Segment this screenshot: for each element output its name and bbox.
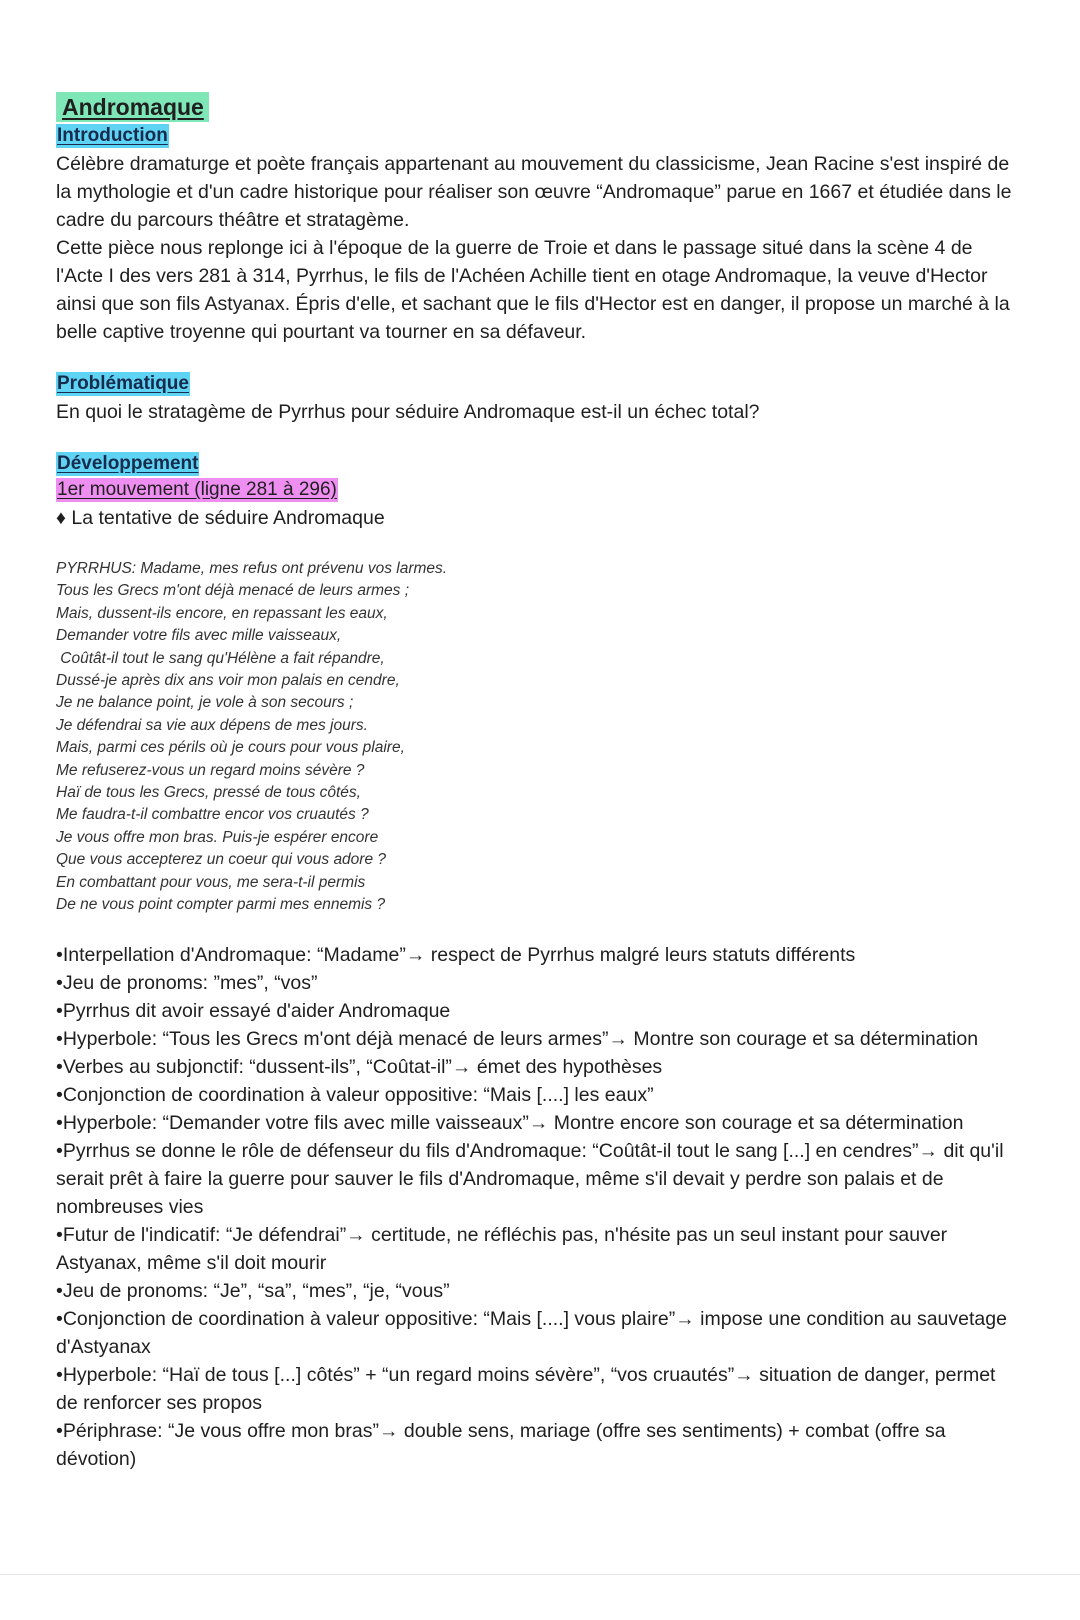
- note-item: •Hyperbole: “Tous les Grecs m'ont déjà menacé de leurs armes”→ Montre son courage et sa détermination: [56, 1027, 979, 1050]
- note-item: •Conjonction de coordination à valeur oppositive: “Mais [....] les eaux”: [56, 1083, 654, 1106]
- poem-line: Me faudra-t-il combattre encor vos cruautés ?: [56, 806, 369, 824]
- poem-line: Dussé-je après dix ans voir mon palais en cendre,: [56, 672, 400, 690]
- note-item: •Futur de l'indicatif: “Je défendrai”→ certitude, ne réfléchis pas, n'hésite pas un seul instant pour sauver Astyanax, même s'il doit mourir: [56, 1223, 948, 1274]
- problematique-heading: Problématique: [57, 373, 189, 394]
- note-item: •Conjonction de coordination à valeur oppositive: “Mais [....] vous plaire”→ impose une condition au sauvetage d'Astyanax: [56, 1307, 1007, 1358]
- analysis-notes: [56, 941, 1016, 1473]
- poem-line: Me refuserez-vous un regard moins sévère ?: [56, 761, 365, 779]
- poem-line: Mais, dussent-ils encore, en repassant les eaux,: [56, 604, 388, 622]
- poem-line: Tous les Grecs m'ont déjà menacé de leurs armes ;: [56, 582, 410, 600]
- poem-line: Je vous offre mon bras. Puis-je espérer encore: [56, 828, 379, 846]
- introduction-paragraph-1: Célèbre dramaturge et poète français appartenant au mouvement du classicisme, Jean Racine s'est inspiré de la mythologie et d'un cadre historique pour réaliser son œuvre “Andromaque” parue en 1667 et étudiée dans le cadre du parcours théâtre et stratagème.: [56, 153, 1012, 231]
- poem-line: Coûtât-il tout le sang qu'Hélène a fait répandre,: [56, 649, 385, 667]
- problematique-text: En quoi le stratagème de Pyrrhus pour séduire Andromaque est-il un échec total?: [56, 401, 760, 423]
- note-item: •Pyrrhus dit avoir essayé d'aider Andromaque: [56, 999, 451, 1022]
- note-item: •Interpellation d'Andromaque: “Madame”→ respect de Pyrrhus malgré leurs statuts différents: [56, 943, 856, 966]
- developpement-heading: Développement: [57, 453, 199, 474]
- problematique-section: [56, 372, 1016, 426]
- poem-line: En combattant pour vous, me sera-t-il permis: [56, 873, 366, 891]
- poem-line: Mais, parmi ces périls où je cours pour vous plaire,: [56, 739, 405, 757]
- poem-line: Haï de tous les Grecs, pressé de tous côtés,: [56, 784, 361, 802]
- poem-line: Que vous accepterez un coeur qui vous adore ?: [56, 851, 387, 869]
- movement-subtitle: ♦ La tentative de séduire Andromaque: [56, 507, 385, 529]
- note-item: •Pyrrhus se donne le rôle de défenseur du fils d'Andromaque: “Coûtât-il tout le sang [...] en cendres”→ dit qu'il serait prêt à faire la guerre pour sauver le fils d'Andromaque, même s'il devait y perdre son palais et de nombreuses vies: [56, 1139, 1004, 1218]
- movement-heading: 1er mouvement (ligne 281 à 296): [57, 479, 337, 500]
- note-item: •Hyperbole: “Haï de tous [...] côtés” + “un regard moins sévère”, “vos cruautés”→ situation de danger, permet de renforcer ses propos: [56, 1363, 996, 1414]
- poem-line: Je défendrai sa vie aux dépens de mes jours.: [56, 716, 368, 734]
- introduction-section: [56, 124, 1016, 346]
- note-item: •Jeu de pronoms: “Je”, “sa”, “mes”, “je, “vous”: [56, 1279, 450, 1302]
- note-item: •Verbes au subjonctif: “dussent-ils”, “Coûtat-il”→ émet des hypothèses: [56, 1055, 663, 1078]
- poem-line: Je ne balance point, je vole à son secours ;: [56, 694, 354, 712]
- document-content: [56, 92, 1016, 1473]
- poem-line: Demander votre fils avec mille vaisseaux,: [56, 627, 342, 645]
- poem-line: PYRRHUS: Madame, mes refus ont prévenu vos larmes.: [56, 560, 448, 577]
- developpement-section: [56, 452, 1016, 1473]
- introduction-heading: Introduction: [57, 125, 168, 146]
- note-item: •Périphrase: “Je vous offre mon bras”→ double sens, mariage (offre ses sentiments) + combat (offre sa dévotion): [56, 1419, 946, 1470]
- introduction-paragraph-2: Cette pièce nous replonge ici à l'époque de la guerre de Troie et dans le passage situé dans la scène 4 de l'Acte I des vers 281 à 314, Pyrrhus, le fils de l'Achéen Achille tient en otage Andromaque, la veuve d'Hector ainsi que son fils Astyanax. Épris d'elle, et sachant que le fils d'Hector est en danger, il propose un marché à la belle captive troyenne qui pourtant va tourner en sa défaveur.: [56, 237, 1010, 343]
- poem-excerpt: [56, 558, 1016, 917]
- note-item: •Hyperbole: “Demander votre fils avec mille vaisseaux”→ Montre encore son courage et sa détermination: [56, 1111, 964, 1134]
- page-bottom-divider: [0, 1574, 1080, 1575]
- poem-line: De ne vous point compter parmi mes ennemis ?: [56, 896, 386, 914]
- document-title: Andromaque: [56, 92, 209, 122]
- note-item: •Jeu de pronoms: ”mes”, “vos”: [56, 971, 318, 994]
